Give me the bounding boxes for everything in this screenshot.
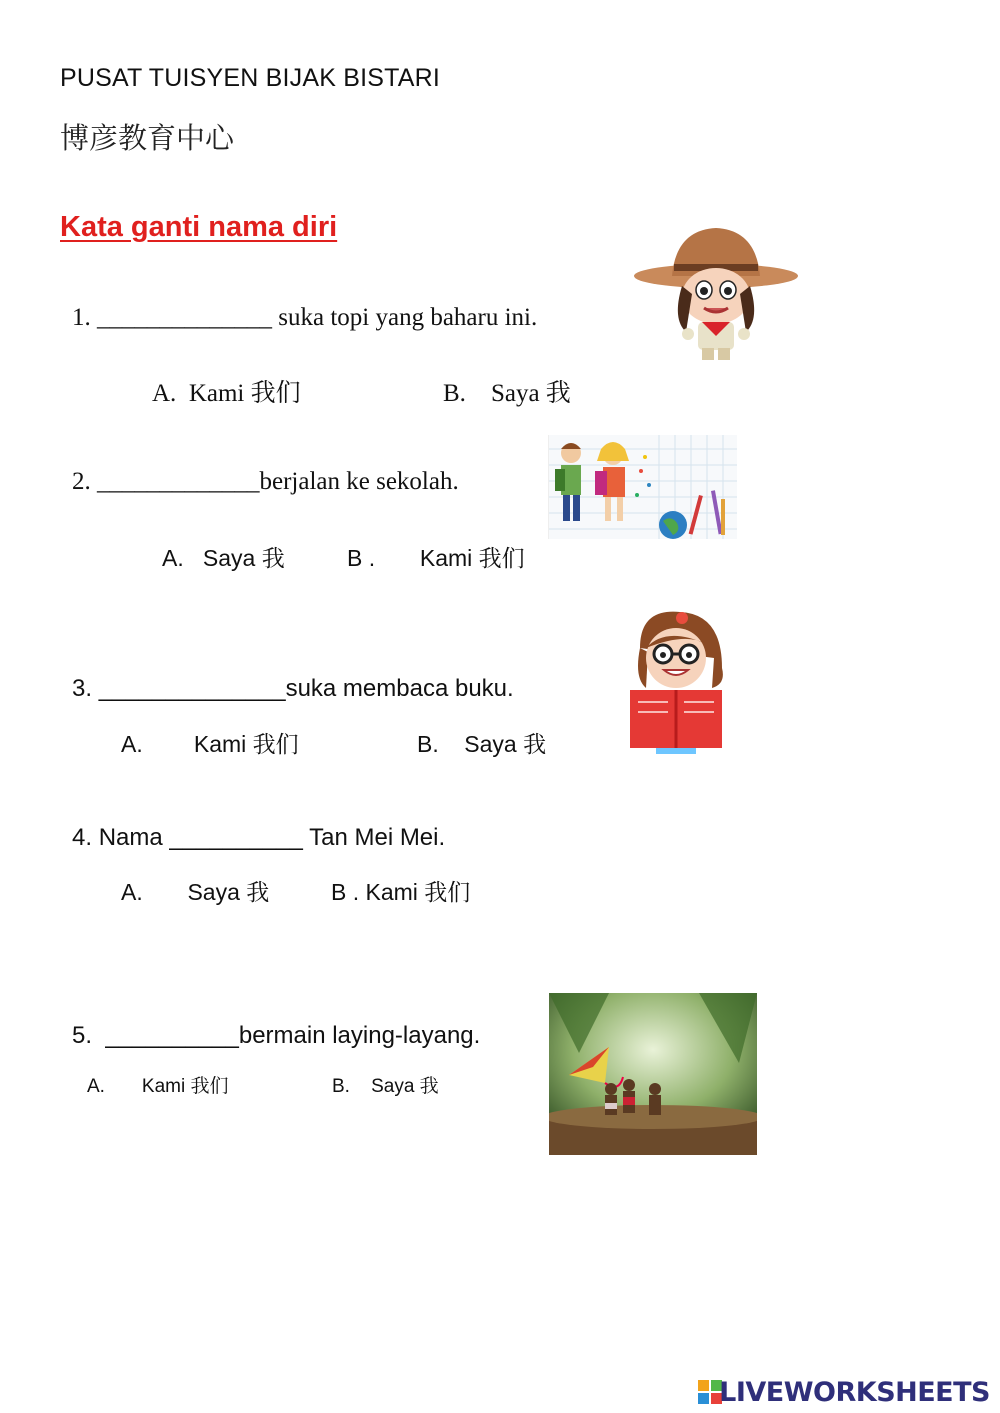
liveworksheets-brand: LIVEWORKSHEETS (719, 1377, 990, 1408)
question-prefix: Nama (98, 824, 163, 851)
option-a[interactable]: A. Kami 我们 (152, 380, 301, 407)
question-number: 4. (72, 824, 93, 851)
school-name: PUSAT TUISYEN BIJAK BISTARI (60, 64, 441, 92)
worksheet-title: Kata ganti nama diri (60, 211, 338, 243)
option-a[interactable]: A. Kami 我们 (87, 1076, 229, 1097)
answer-blank[interactable]: _____________ (97, 468, 260, 495)
question-number: 2. (72, 468, 91, 495)
girl-hat-illustration (632, 224, 800, 364)
question-4 (72, 824, 445, 852)
answer-blank[interactable]: ______________ (97, 304, 272, 331)
question-number: 5. (72, 1022, 93, 1049)
question-3 (72, 675, 514, 703)
question-text: suka topi yang baharu ini. (278, 304, 538, 331)
option-a[interactable]: A. Kami 我们 (121, 731, 299, 757)
kids-kite-photo (549, 993, 757, 1155)
option-b[interactable]: B . Kami 我们 (331, 879, 471, 905)
option-a[interactable]: A. Saya 我 (121, 879, 270, 905)
question-number: 1. (72, 304, 91, 331)
option-b[interactable]: B. Saya 我 (332, 1076, 439, 1097)
option-b[interactable]: B. Saya 我 (417, 731, 547, 757)
option-a[interactable]: A. Saya 我 (162, 545, 285, 571)
question-text: Tan Mei Mei. (309, 824, 446, 851)
question-text: berjalan ke sekolah. (259, 468, 459, 495)
question-1 (72, 304, 537, 332)
answer-blank[interactable]: __________ (105, 1022, 239, 1049)
answer-blank[interactable]: ______________ (98, 675, 286, 702)
answer-blank[interactable]: __________ (169, 824, 303, 851)
question-text: suka membaca buku. (285, 675, 514, 702)
girl-reading-illustration (626, 608, 726, 754)
question-text: bermain laying-layang. (238, 1022, 481, 1049)
option-b[interactable]: B. Saya 我 (443, 380, 571, 407)
question-number: 3. (72, 675, 93, 702)
question-2 (72, 468, 459, 496)
kids-school-illustration (548, 435, 737, 539)
question-5 (72, 1022, 480, 1050)
school-name-chinese: 博彦教育中心 (60, 121, 235, 155)
option-b[interactable]: B . Kami 我们 (347, 545, 525, 571)
